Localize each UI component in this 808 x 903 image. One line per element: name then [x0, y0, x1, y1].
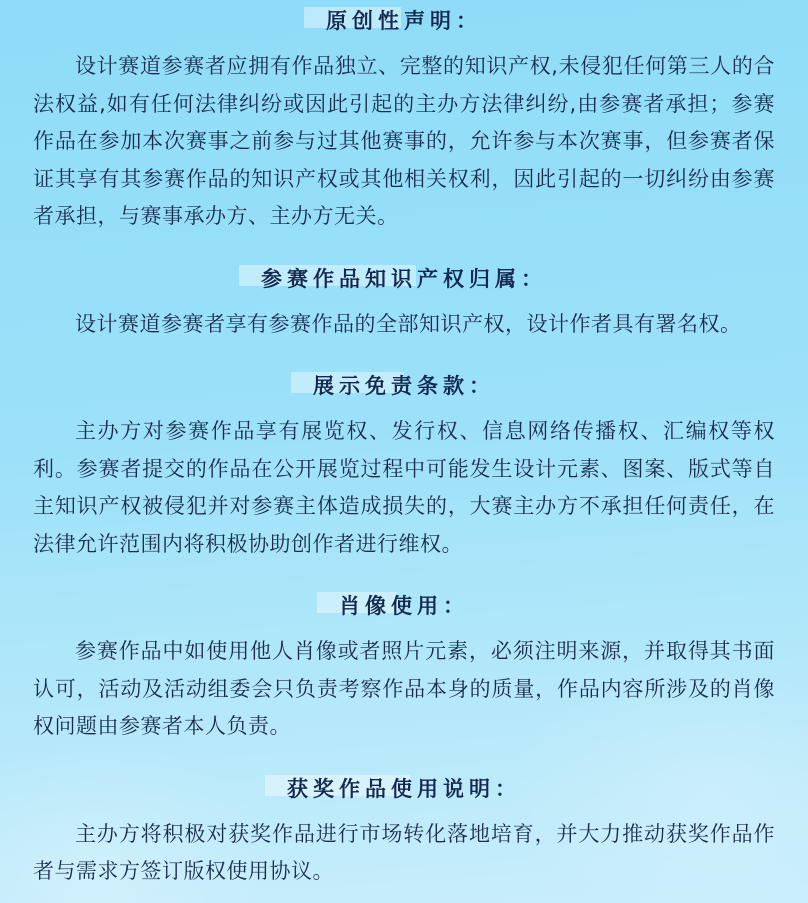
heading-highlight	[287, 774, 521, 804]
section-ip-ownership	[33, 264, 775, 344]
section-paragraph: 设计赛道参赛者享有参赛作品的全部知识产权，设计作者具有署名权。	[75, 311, 742, 336]
heading-highlight	[261, 264, 547, 294]
heading-label: 获奖作品使用说明：	[287, 776, 521, 801]
section-heading	[33, 371, 775, 401]
section-paragraph: 设计赛道参赛者应拥有作品独立、完整的知识产权,未侵犯任何第三人的合法权益,如有任何法律纠纷或因此引起的主办方法律纠纷,由参赛者承担；参赛作品在参加本次赛事之前参与过其他赛事的，允许参与本次赛事，但参赛者保证其享有其参赛作品的知识产权或其他相关权利，因此引起的一切纠纷由参赛者承担，与赛事承办方、主办方无关。	[33, 54, 775, 228]
heading-label: 展示免责条款：	[313, 374, 495, 398]
section-originality	[33, 6, 775, 236]
section-paragraph: 主办方对参赛作品享有展览权、发行权、信息网络传播权、汇编权等权利。参赛者提交的作品在公开展览过程中可能发生设计元素、图案、版式等自主知识产权被侵犯并对参赛主体造成损失的，大赛主办方不承担任何责任，在法律允许范围内将积极协助创作者进行维权。	[33, 419, 775, 556]
heading-label: 肖像使用：	[339, 594, 469, 618]
section-paragraph: 参赛作品中如使用他人肖像或者照片元素，必须注明来源，并取得其书面认可，活动及活动组委会只负责考察作品本身的质量，作品内容所涉及的肖像权问题由参赛者本人负责。	[33, 639, 775, 738]
heading-label: 参赛作品知识产权归属：	[261, 266, 547, 291]
heading-highlight	[339, 591, 469, 621]
section-winning-works-use	[33, 774, 775, 891]
section-heading	[33, 6, 775, 36]
section-paragraph: 主办方将积极对获奖作品进行市场转化落地培育，并大力推动获奖作品作者与需求方签订版权使用协议。	[33, 821, 775, 883]
section-heading	[33, 264, 775, 294]
section-heading	[33, 774, 775, 804]
section-portrait-use	[33, 591, 775, 746]
heading-label: 原创性声明：	[326, 9, 482, 33]
section-heading	[33, 591, 775, 621]
heading-highlight	[326, 6, 482, 36]
section-exhibition-disclaimer	[33, 371, 775, 563]
heading-highlight	[313, 371, 495, 401]
